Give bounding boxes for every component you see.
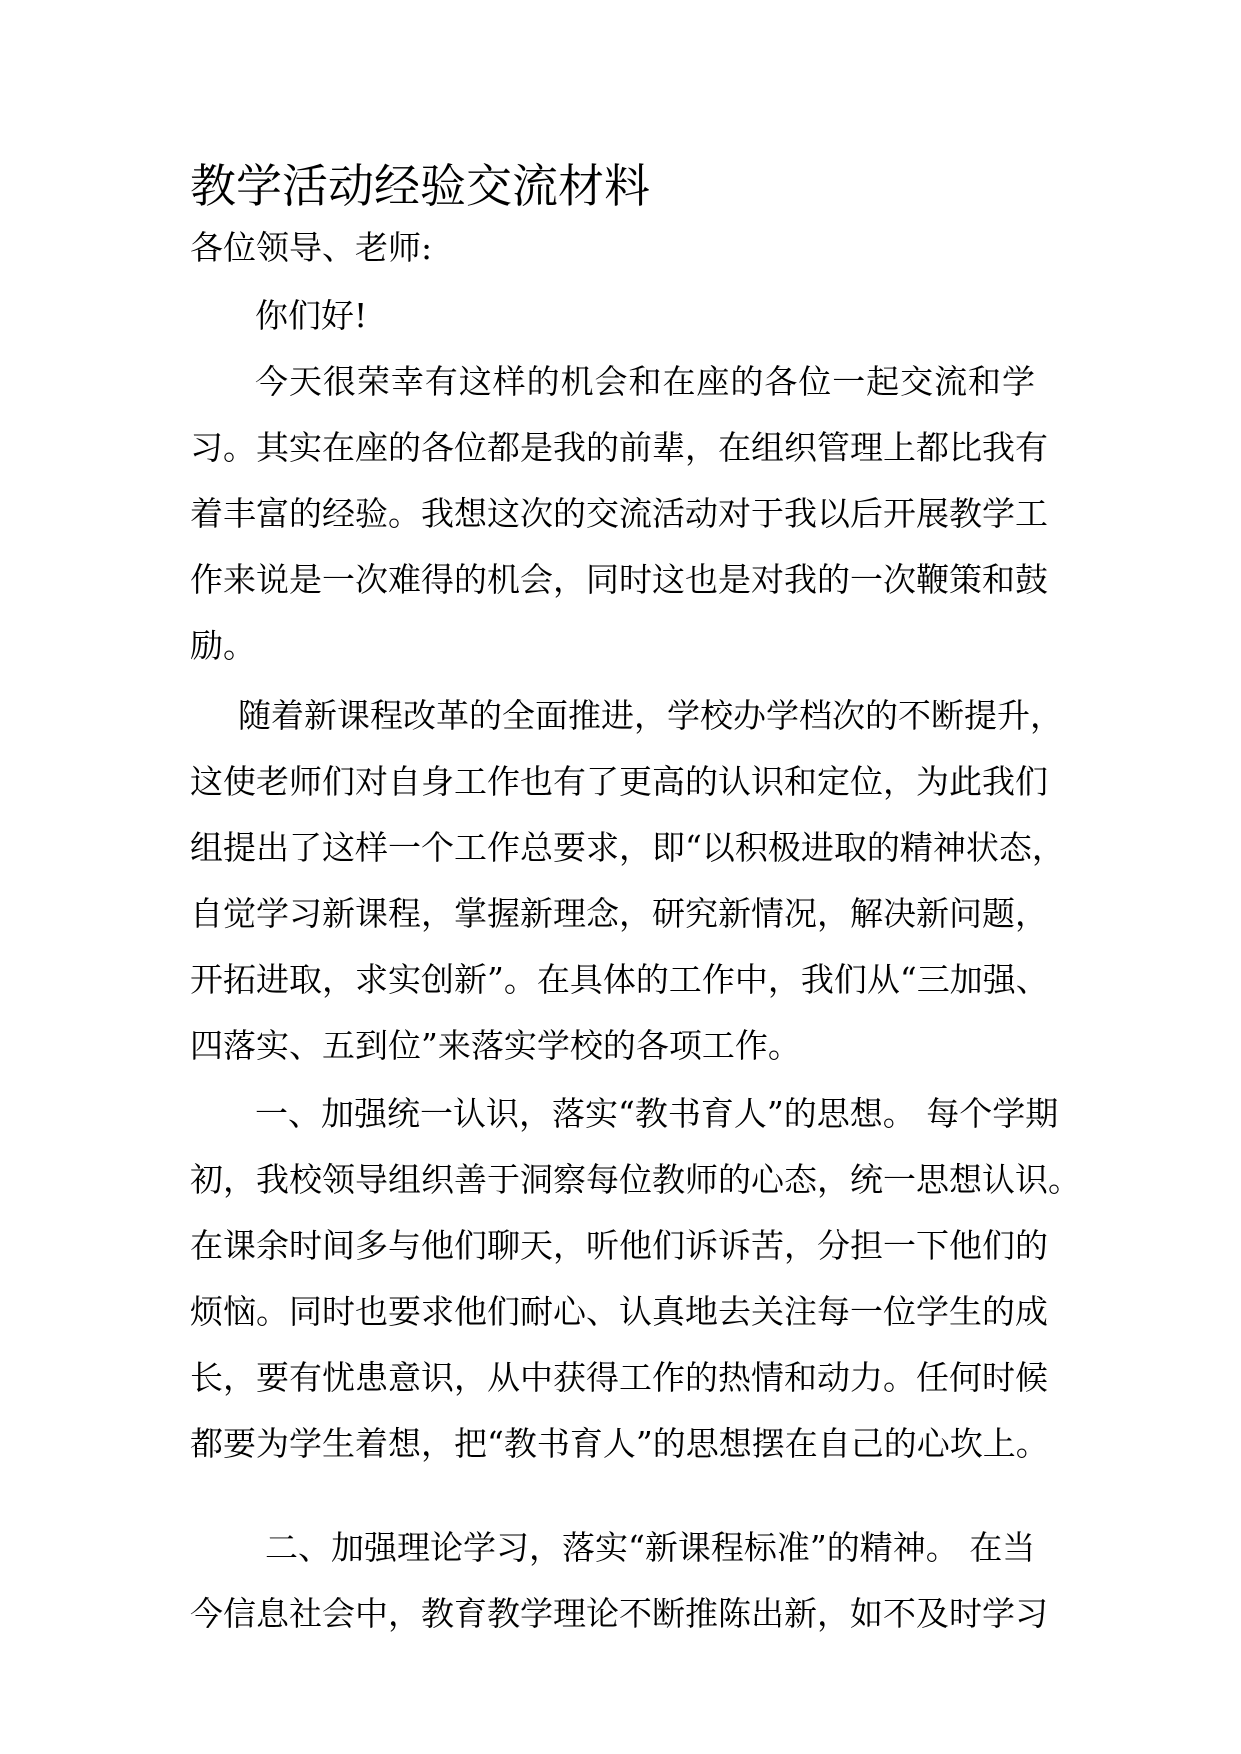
paragraph-3-line: 长，要有忧患意识，从中获得工作的热情和动力。任何时候	[190, 1358, 1048, 1397]
paragraph-1-line: 今天很荣幸有这样的机会和在座的各位一起交流和学	[255, 362, 1035, 401]
paragraph-1-line: 励。	[190, 626, 256, 665]
paragraph-3-line: 在课余时间多与他们聊天，听他们诉诉苦，分担一下他们的	[190, 1226, 1048, 1265]
paragraph-3-line: 都要为学生着想，把“教书育人”的思想摆在自己的心坎上。	[190, 1424, 1049, 1463]
paragraph-1-line: 作来说是一次难得的机会，同时这也是对我的一次鞭策和鼓	[190, 560, 1048, 599]
paragraph-1-line: 习。其实在座的各位都是我的前辈，在组织管理上都比我有	[190, 428, 1048, 467]
paragraph-4-line: 二、加强理论学习，落实“新课程标准”的精神。 在当	[265, 1528, 1036, 1567]
paragraph-1-line: 着丰富的经验。我想这次的交流活动对于我以后开展教学工	[190, 494, 1048, 533]
paragraph-2-line: 随着新课程改革的全面推进，学校办学档次的不断提升，	[238, 696, 1063, 735]
paragraph-2-line: 组提出了这样一个工作总要求，即“以积极进取的精神状态，	[190, 828, 1065, 867]
paragraph-2-line: 开拓进取，求实创新”。在具体的工作中，我们从“三加强、	[190, 960, 1049, 999]
paragraph-3-line: 初，我校领导组织善于洞察每位教师的心态，统一思想认识。	[190, 1160, 1081, 1199]
paragraph-2-line: 四落实、五到位”来落实学校的各项工作。	[190, 1026, 801, 1065]
paragraph-3-line: 一、加强统一认识，落实“教书育人”的思想。 每个学期	[255, 1094, 1059, 1133]
paragraph-4-line: 今信息社会中，教育教学理论不断推陈出新，如不及时学习	[190, 1594, 1048, 1633]
salutation: 各位领导、老师:	[190, 228, 433, 267]
greeting: 你们好!	[255, 296, 368, 335]
document-title: 教学活动经验交流材料	[190, 159, 650, 213]
paragraph-2-line: 自觉学习新课程，掌握新理念，研究新情况，解决新问题，	[190, 894, 1048, 933]
paragraph-3-line: 烦恼。同时也要求他们耐心、认真地去关注每一位学生的成	[190, 1292, 1048, 1331]
paragraph-2-line: 这使老师们对自身工作也有了更高的认识和定位，为此我们	[190, 762, 1048, 801]
